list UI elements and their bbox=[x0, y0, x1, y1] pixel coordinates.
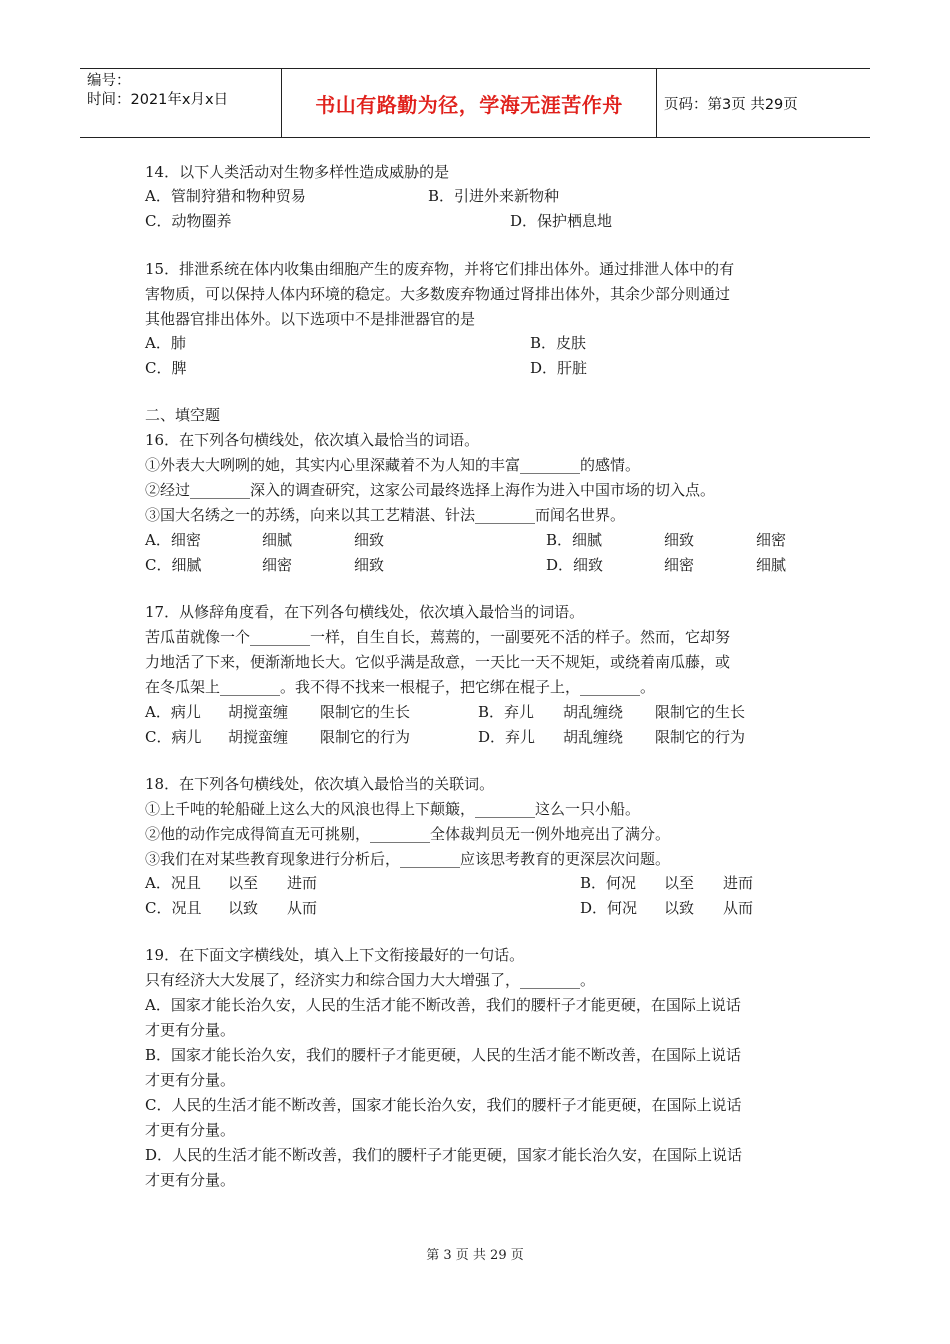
q17-option-b-2: 胡乱缠绕 bbox=[563, 703, 624, 721]
q17-option-a-1: A．病儿 bbox=[145, 703, 201, 721]
q16-option-c-1: C．细腻 bbox=[145, 556, 202, 574]
q17-option-c-1: C．病儿 bbox=[145, 728, 202, 746]
q16-option-b-1: B．细腻 bbox=[546, 531, 603, 549]
q14-option-c: C．动物圈养 bbox=[145, 212, 232, 230]
q17-passage-line-2: 力地活了下来，便渐渐地长大。它似乎满是敌意，一天比一天不规矩，或绕着南瓜藤，或 bbox=[145, 653, 731, 671]
q16-option-d-1: D．细致 bbox=[546, 556, 604, 574]
q15-option-b: B．皮肤 bbox=[530, 334, 587, 352]
q17-option-d-1: D．弃儿 bbox=[478, 728, 536, 746]
q18-sentence-1: ①上千吨的轮船碰上这么大的风浪也得上下颠簸，________这么一只小船。 bbox=[145, 800, 641, 818]
q18-option-d-2: 以致 bbox=[664, 899, 695, 917]
q17-passage-line-3: 在冬瓜架上________。我不得不找来一根棍子，把它绑在棍子上，________。 bbox=[145, 678, 656, 696]
q17-option-c-2: 胡搅蛮缠 bbox=[228, 728, 289, 746]
q16-option-d-2: 细密 bbox=[664, 556, 695, 574]
q19-option-c-line-2: 才更有分量。 bbox=[145, 1121, 236, 1139]
q15-stem-line-2: 害物质，可以保持人体内环境的稳定。大多数废弃物通过肾排出体外，其余少部分则通过 bbox=[145, 285, 731, 303]
q19-option-d-line-2: 才更有分量。 bbox=[145, 1171, 236, 1189]
q15-option-a: A．肺 bbox=[145, 334, 186, 352]
q19-context: 只有经济大大发展了，经济实力和综合国力大大增强了，________。 bbox=[145, 971, 596, 989]
q18-option-b-2: 以至 bbox=[664, 874, 695, 892]
q18-stem: 18．在下列各句横线处，依次填入最恰当的关联词。 bbox=[145, 775, 495, 793]
header-motto-cell bbox=[282, 69, 657, 137]
q16-option-d-3: 细腻 bbox=[756, 556, 787, 574]
q18-option-b-3: 进而 bbox=[723, 874, 754, 892]
q18-option-a-2: 以至 bbox=[228, 874, 259, 892]
q14-option-b: B．引进外来新物种 bbox=[428, 187, 560, 205]
q19-option-b-line-1: B．国家才能长治久安，我们的腰杆子才能更硬，人民的生活才能不断改善，在国际上说话 bbox=[145, 1046, 742, 1064]
q18-sentence-2: ②他的动作完成得简直无可挑剔，________全体裁判员无一例外地亮出了满分。 bbox=[145, 825, 671, 843]
q17-option-a-3: 限制它的生长 bbox=[320, 703, 411, 721]
q16-option-a-3: 细致 bbox=[354, 531, 385, 549]
number-label: 编号： bbox=[87, 73, 131, 89]
q16-option-a-1: A．细密 bbox=[145, 531, 201, 549]
document-header bbox=[80, 68, 870, 138]
q14-option-d: D．保护栖息地 bbox=[510, 212, 613, 230]
q16-sentence-1: ①外表大大咧咧的她，其实内心里深藏着不为人知的丰富________的感情。 bbox=[145, 456, 641, 474]
q18-option-a-3: 进而 bbox=[287, 874, 318, 892]
q16-option-b-3: 细密 bbox=[756, 531, 787, 549]
header-info-cell bbox=[80, 69, 282, 137]
q17-stem: 17．从修辞角度看，在下列各句横线处，依次填入最恰当的词语。 bbox=[145, 603, 585, 621]
q18-option-a-1: A．况且 bbox=[145, 874, 201, 892]
q18-option-d-1: D．何况 bbox=[580, 899, 638, 917]
q19-option-a-line-2: 才更有分量。 bbox=[145, 1021, 236, 1039]
q16-stem: 16．在下列各句横线处，依次填入最恰当的词语。 bbox=[145, 431, 480, 449]
q17-option-a-2: 胡搅蛮缠 bbox=[228, 703, 289, 721]
q15-option-d: D．肝脏 bbox=[530, 359, 588, 377]
q16-option-c-3: 细致 bbox=[354, 556, 385, 574]
page-number-label: 页码：第3页 共29页 bbox=[664, 96, 798, 113]
q17-passage-line-1: 苦瓜苗就像一个________一样，自生自长，蔫蔫的，一副要死不活的样子。然而，它却努 bbox=[145, 628, 731, 646]
q17-option-d-3: 限制它的行为 bbox=[655, 728, 746, 746]
q16-option-c-2: 细密 bbox=[262, 556, 293, 574]
q19-option-a-line-1: A．国家才能长治久安，人民的生活才能不断改善，我们的腰杆子才能更硬，在国际上说话 bbox=[145, 996, 741, 1014]
q15-stem-line-1: 15．排泄系统在体内收集由细胞产生的废弃物，并将它们排出体外。通过排泄人体中的有 bbox=[145, 260, 735, 278]
q16-option-b-2: 细致 bbox=[664, 531, 695, 549]
q17-option-b-1: B．弃儿 bbox=[478, 703, 535, 721]
section-heading: 二、填空题 bbox=[145, 406, 221, 424]
date-label: 时间：2021年x月x日 bbox=[87, 92, 229, 108]
q19-option-b-line-2: 才更有分量。 bbox=[145, 1071, 236, 1089]
q19-option-c-line-1: C．人民的生活才能不断改善，国家才能长治久安，我们的腰杆子才能更硬，在国际上说话 bbox=[145, 1096, 742, 1114]
q18-option-d-3: 从而 bbox=[723, 899, 754, 917]
q16-sentence-2: ②经过________深入的调查研究，这家公司最终选择上海作为进入中国市场的切入点。 bbox=[145, 481, 716, 499]
q16-option-a-2: 细腻 bbox=[262, 531, 293, 549]
motto-text: 书山有路勤为径，学海无涯苦作舟 bbox=[315, 92, 623, 117]
q18-option-c-1: C．况且 bbox=[145, 899, 202, 917]
q15-stem-line-3: 其他器官排出体外。以下选项中不是排泄器官的是 bbox=[145, 310, 476, 328]
q19-option-d-line-1: D．人民的生活才能不断改善，我们的腰杆子才能更硬，国家才能长治久安，在国际上说话 bbox=[145, 1146, 743, 1164]
q17-option-c-3: 限制它的行为 bbox=[320, 728, 411, 746]
q17-option-d-2: 胡乱缠绕 bbox=[563, 728, 624, 746]
q14-option-a: A．管制狩猎和物种贸易 bbox=[145, 187, 306, 205]
q18-option-c-3: 从而 bbox=[287, 899, 318, 917]
q16-sentence-3: ③国大名绣之一的苏绣，向来以其工艺精湛、针法________而闻名世界。 bbox=[145, 506, 626, 524]
q15-option-c: C．脾 bbox=[145, 359, 187, 377]
q14-stem: 14．以下人类活动对生物多样性造成威胁的是 bbox=[145, 163, 450, 181]
q18-sentence-3: ③我们在对某些教育现象进行分析后，________应该思考教育的更深层次问题。 bbox=[145, 850, 671, 868]
q18-option-b-1: B．何况 bbox=[580, 874, 637, 892]
q19-stem: 19．在下面文字横线处，填入上下文衔接最好的一句话。 bbox=[145, 946, 525, 964]
page-footer: 第 3 页 共 29 页 bbox=[426, 1248, 524, 1263]
q17-option-b-3: 限制它的生长 bbox=[655, 703, 746, 721]
q18-option-c-2: 以致 bbox=[228, 899, 259, 917]
